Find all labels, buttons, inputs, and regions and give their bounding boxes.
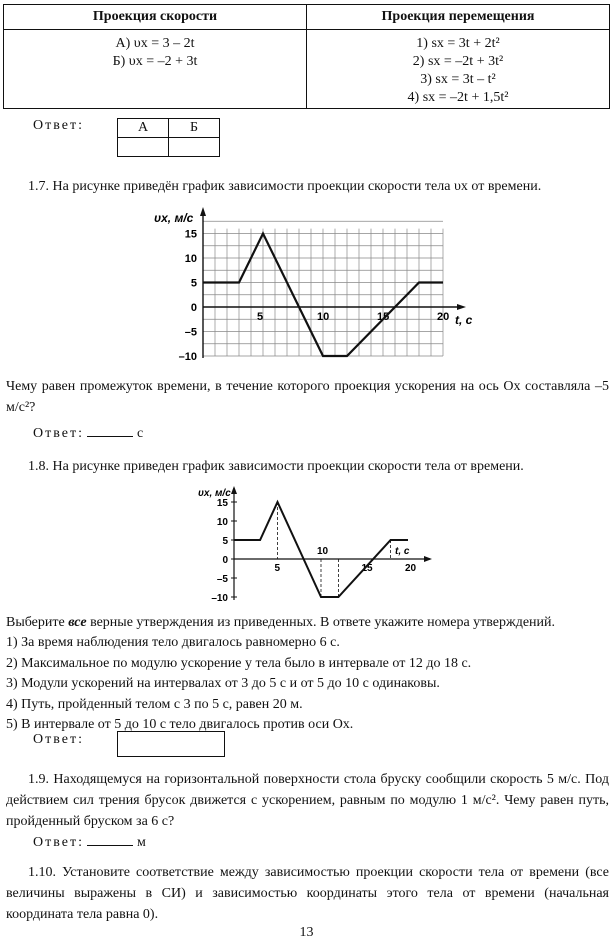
- x-tick-label: 20: [405, 563, 417, 574]
- answer-label: Ответ:: [33, 732, 84, 747]
- y-tick-label: 15: [184, 228, 197, 241]
- y-axis-label: υx, м/с: [154, 211, 194, 225]
- q19-answer-unit: м: [136, 835, 146, 850]
- instruction-pre: Выберите: [6, 615, 69, 630]
- x-tick-label: 15: [377, 311, 390, 323]
- q18-instruction: [6, 612, 609, 633]
- displacement-option: 2) sx = –2t + 3t²: [412, 54, 504, 69]
- matching-table: [3, 4, 610, 109]
- answer-grid-header-b: Б: [169, 119, 220, 138]
- y-axis-label: υx, м/с: [198, 488, 231, 499]
- y-tick-label: 5: [222, 536, 228, 547]
- statement-item: 4) Путь, пройденный телом с 3 по 5 с, равен 20 м.: [6, 696, 303, 712]
- y-tick-label: 10: [184, 253, 197, 265]
- y-tick-label: –5: [184, 326, 197, 339]
- y-tick-label: 15: [216, 498, 228, 509]
- displacement-option: 1) sx = 3t + 2t²: [416, 36, 500, 51]
- displacement-option: 3) sx = 3t – t²: [420, 72, 496, 87]
- answer-label: Ответ:: [33, 118, 84, 133]
- y-tick-label: –10: [211, 593, 228, 604]
- page-number: 13: [299, 925, 314, 940]
- x-axis-label: t, с: [455, 313, 473, 327]
- displacement-options-cell: [307, 30, 610, 109]
- q19-answer-blank[interactable]: [87, 833, 133, 846]
- x-axis-arrow: [424, 556, 432, 562]
- velocity-options-cell: [4, 30, 307, 109]
- answer-grid-header-a: А: [118, 119, 169, 138]
- statement-item: 2) Максимальное по модулю ускорение у тела было в интервале от 12 до 18 с.: [6, 655, 472, 671]
- q19-answer-line: [33, 833, 146, 851]
- y-tick-label: 10: [216, 517, 228, 528]
- q19-text: 1.9. Находящемуся на горизонтальной поверхности стола бруску сообщили скорость 5 м/с. Под действием сил трения брусок движется с ускорением, равным по модулю 1 м/с². Чему равен путь, пройденный бруском за 6 с?: [6, 772, 609, 829]
- y-tick-label: –10: [178, 351, 197, 363]
- y-axis-arrow: [200, 207, 206, 216]
- statement-item: 5) В интервале от 5 до 10 с тело двигалось против оси Ox.: [6, 717, 354, 732]
- x-tick-label: 20: [437, 311, 450, 323]
- displacement-option: 4) sx = –2t + 1,5t²: [407, 90, 509, 105]
- instruction-emphasis: все: [68, 615, 87, 630]
- answer-cell-a[interactable]: [118, 138, 169, 157]
- x-axis-label: t, с: [395, 546, 410, 557]
- statement-item: 1) За время наблюдения тело двигалось равномерно 6 с.: [6, 635, 340, 650]
- y-tick-label: 5: [190, 277, 197, 290]
- velocity-option: Б) υx = –2 + 3t: [112, 54, 198, 69]
- q110-text: 1.10. Установите соответствие между зависимостью проекции скорости тела от времени (все величины выражены в СИ) и зависимостью координаты этого тела от времени (начальная координата тела равна 0).: [6, 865, 609, 922]
- x-tick-label: 10: [317, 311, 330, 323]
- y-tick-label: 0: [222, 555, 228, 566]
- answer-label: Ответ:: [33, 426, 84, 441]
- answer-label: Ответ:: [33, 835, 84, 850]
- answer-cell-b[interactable]: [169, 138, 220, 157]
- y-tick-label: 0: [190, 302, 197, 314]
- velocity-option: А) υx = 3 – 2t: [115, 36, 195, 51]
- q18-answer-box[interactable]: [117, 731, 225, 757]
- velocity-chart-1: [150, 202, 473, 372]
- x-tick-label: 15: [361, 563, 373, 574]
- answer-grid[interactable]: [117, 118, 220, 157]
- x-tick-label: 10: [317, 546, 329, 557]
- x-axis-arrow: [457, 304, 466, 310]
- statement-item: 3) Модули ускорений на интервалах от 3 до 5 с и от 5 до 10 с одинаковы.: [6, 676, 440, 691]
- x-tick-label: 5: [274, 563, 281, 574]
- q17-text: 1.7. На рисунке приведён график зависимости проекции скорости тела υx от времени.: [28, 179, 542, 194]
- y-axis-arrow: [231, 486, 237, 494]
- x-tick-label: 5: [257, 311, 264, 323]
- q18-text: 1.8. На рисунке приведен график зависимости проекции скорости тела от времени.: [28, 459, 524, 474]
- velocity-chart-2: [190, 482, 430, 607]
- y-tick-label: –5: [216, 574, 228, 585]
- instruction-post: верные утверждения из приведенных. В ответе укажите номера утверждений.: [86, 615, 556, 630]
- q17-answer-unit: с: [136, 426, 144, 441]
- table-header-velocity: Проекция скорости: [4, 5, 307, 30]
- q17-question: Чему равен промежуток времени, в течение которого проекция ускорения на ось Ox составляла –5 м/с²?: [6, 379, 609, 415]
- table-header-displacement: Проекция перемещения: [307, 5, 610, 30]
- q17-answer-line: [33, 424, 143, 442]
- q17-answer-blank[interactable]: [87, 424, 133, 437]
